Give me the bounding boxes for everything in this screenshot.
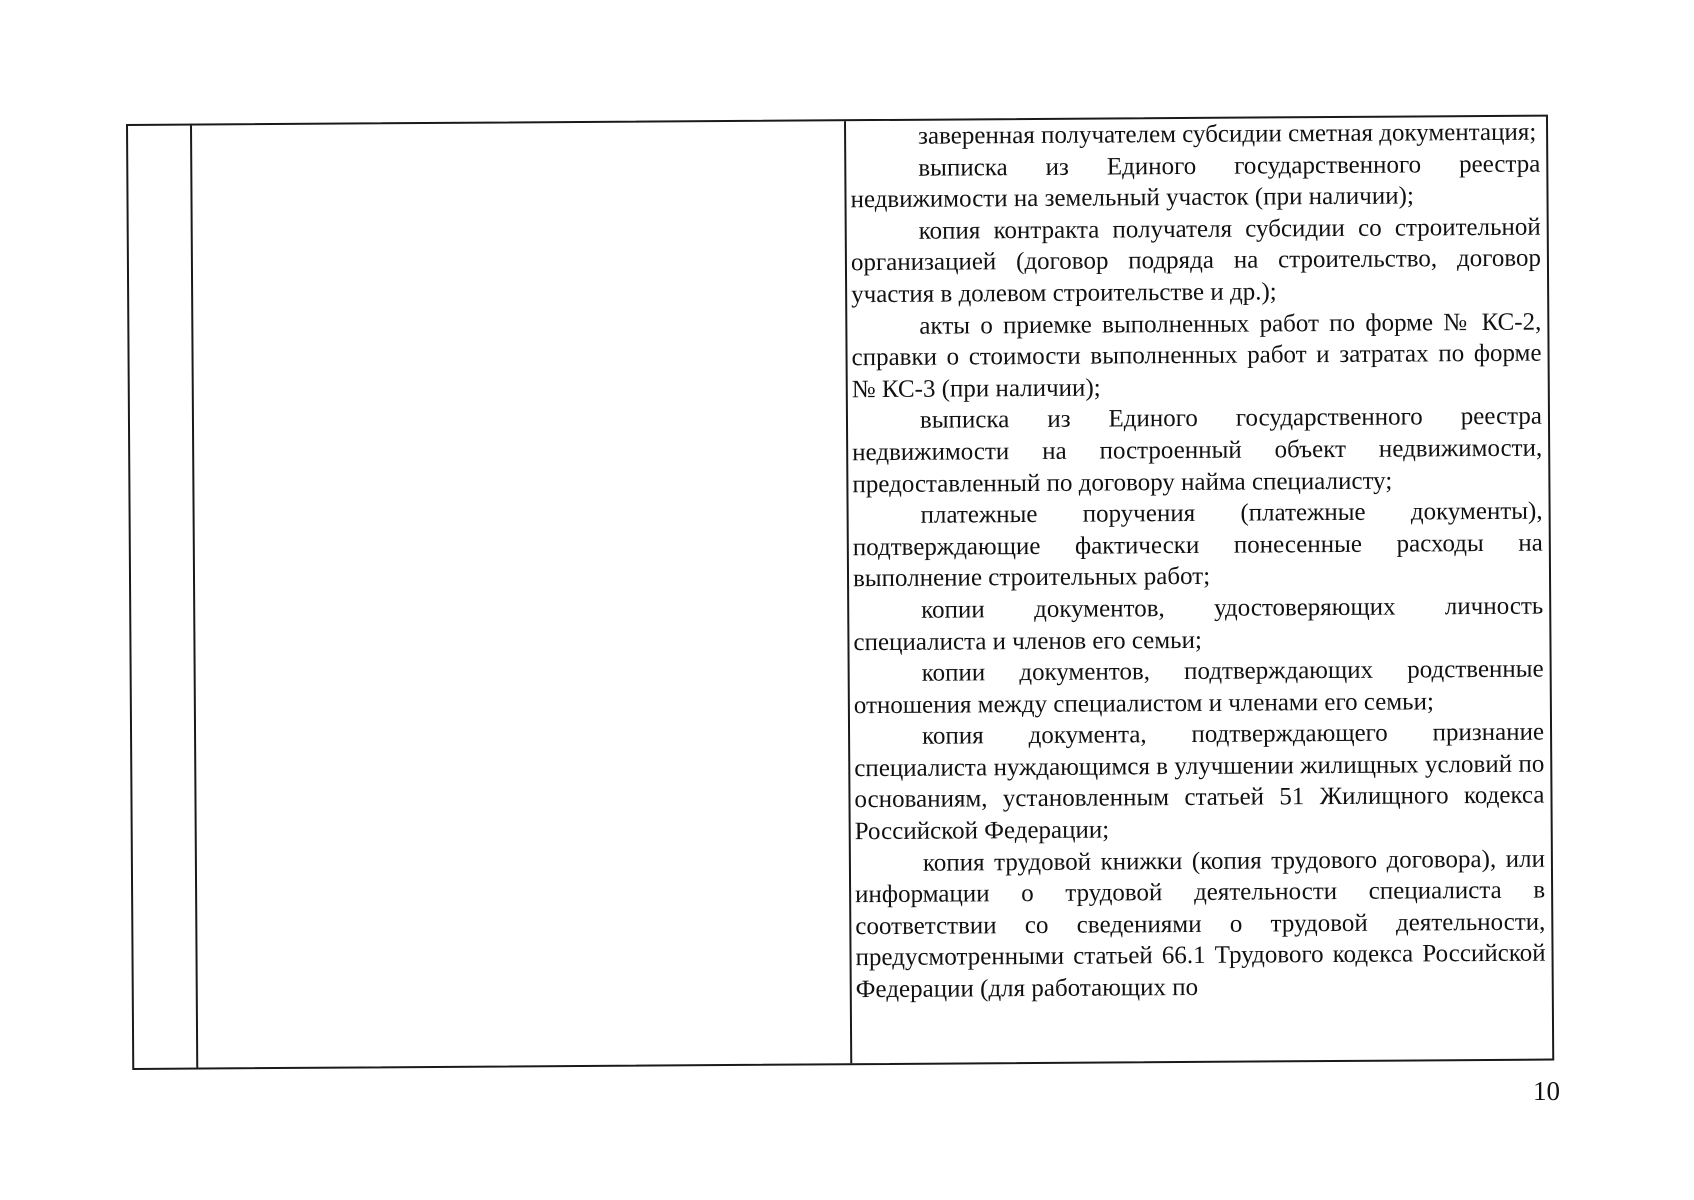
list-item: заверенная получателем субсидии сметная документация; xyxy=(918,118,1537,150)
list-item: копия контракта получателя субсидии со строительной организацией (договор подряда на строительство, договор участия в долевом строительстве и др.); xyxy=(850,213,1542,309)
list-item: выписка из Единого государственного реестра недвижимости на земельный участок (при наличии); xyxy=(850,150,1541,214)
list-item: копии документов, удостоверяющих личность специалиста и членов его семьи; xyxy=(853,592,1544,656)
page-number: 10 xyxy=(1533,1076,1560,1106)
document-table xyxy=(126,115,1554,1070)
table-cell-document-list xyxy=(850,117,1546,1066)
list-item: выписка из Единого государственного реестра недвижимости на построенный объект недвижимости, предоставленный по договору найма специалисту; xyxy=(852,402,1543,498)
list-item: платежные поручения (платежные документы), подтверждающие фактически понесенные расходы на выполнение строительных работ; xyxy=(852,497,1543,593)
list-item: копия трудовой книжки (копия трудового договора), или информации о трудовой деятельности специалиста в соответствии со сведениями о трудовой деятельности, предусмотренными статьей 66.1 Трудового кодекса Российской Федерации (для работающих по xyxy=(855,845,1546,1004)
list-item: копия документа, подтверждающего признание специалиста нуждающимся в улучшении жилищных условий по основаниям, установленным статьей 51 Жилищного кодекса Российской Федерации; xyxy=(854,718,1545,846)
list-item: копии документов, подтверждающих родственные отношения между специалистом и членами его семьи; xyxy=(853,655,1544,719)
table-column-divider-1 xyxy=(190,126,198,1068)
list-item: акты о приемке выполненных работ по форме № КС-2, справки о стоимости выполненных работ и затратах по форме № КС-3 (при наличии); xyxy=(851,308,1542,403)
